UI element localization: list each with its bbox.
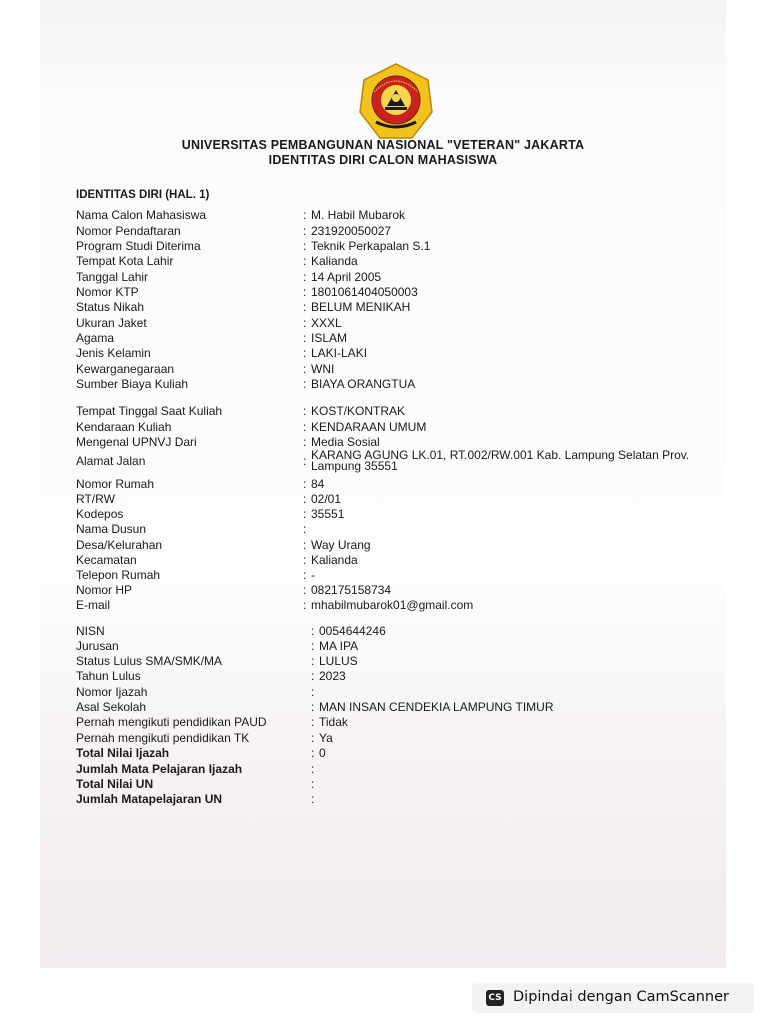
field-separator: : — [311, 792, 315, 806]
field-value: 2023 — [319, 669, 346, 683]
field-value: KARANG AGUNG LK.01, RT.002/RW.001 Kab. Lampung Selatan Prov. Lampung 35551 — [311, 448, 690, 473]
field-value: XXXL — [311, 316, 342, 330]
field-label: Nomor Ijazah — [76, 685, 148, 699]
field-label: Ukuran Jaket — [76, 316, 147, 330]
university-title: UNIVERSITAS PEMBANGUNAN NASIONAL "VETERAN" JAKARTA — [181, 138, 585, 152]
camscanner-text: Dipindai dengan CamScanner — [513, 989, 730, 1005]
field-value: LULUS — [319, 654, 358, 668]
field-label: Nama Calon Mahasiswa — [76, 208, 207, 222]
field-value: 84 — [311, 477, 325, 491]
field-label: Status Lulus SMA/SMK/MA — [76, 654, 223, 668]
field-separator: : — [311, 746, 315, 760]
field-label: Total Nilai Ijazah — [76, 746, 170, 760]
section-title: IDENTITAS DIRI (HAL. 1) — [76, 189, 210, 201]
field-label: Nomor HP — [76, 583, 133, 597]
field-label: Status Nikah — [76, 300, 145, 314]
field-separator: : — [303, 454, 307, 468]
field-separator: : — [303, 522, 307, 536]
field-label: Tempat Tinggal Saat Kuliah — [76, 404, 223, 418]
field-label: Pernah mengikuti pendidikan PAUD — [76, 715, 267, 729]
field-value: 02/01 — [311, 492, 342, 506]
field-separator: : — [303, 316, 307, 330]
field-value: MA IPA — [319, 639, 359, 653]
field-value: Teknik Perkapalan S.1 — [311, 239, 431, 253]
field-value: - — [311, 568, 315, 582]
field-separator: : — [303, 377, 307, 391]
field-separator: : — [303, 568, 307, 582]
field-value: M. Habil Mubarok — [311, 208, 406, 222]
field-label: Nomor KTP — [76, 285, 139, 299]
field-value: LAKI-LAKI — [311, 346, 368, 360]
camscanner-badge — [472, 983, 754, 1013]
field-value: BIAYA ORANGTUA — [311, 377, 416, 391]
field-separator: : — [311, 624, 315, 638]
field-value: KENDARAAN UMUM — [311, 420, 427, 434]
field-value: BELUM MENIKAH — [311, 300, 411, 314]
field-separator: : — [303, 285, 307, 299]
field-label: Pernah mengikuti pendidikan TK — [76, 731, 250, 745]
field-label: Nomor Pendaftaran — [76, 224, 181, 238]
field-separator: : — [303, 553, 307, 567]
field-separator: : — [303, 239, 307, 253]
field-separator: : — [303, 492, 307, 506]
field-label: Tanggal Lahir — [76, 270, 149, 284]
field-label: Agama — [76, 331, 115, 345]
field-value: ISLAM — [311, 331, 348, 345]
field-value: MAN INSAN CENDEKIA LAMPUNG TIMUR — [319, 700, 554, 714]
field-separator: : — [311, 669, 315, 683]
field-value: 0054644246 — [319, 624, 386, 638]
field-label: Asal Sekolah — [76, 700, 147, 714]
field-separator: : — [303, 583, 307, 597]
field-label: Telepon Rumah — [76, 568, 161, 582]
field-value: Way Urang — [311, 538, 371, 552]
field-value: Kalianda — [311, 553, 358, 567]
field-label: Alamat Jalan — [76, 454, 146, 468]
field-separator: : — [311, 762, 315, 776]
field-separator: : — [303, 270, 307, 284]
field-separator: : — [303, 420, 307, 434]
field-separator: : — [311, 685, 315, 699]
field-value: 14 April 2005 — [311, 270, 382, 284]
field-label: Jurusan — [76, 639, 119, 653]
field-separator: : — [311, 715, 315, 729]
field-separator: : — [303, 346, 307, 360]
field-label: Jenis Kelamin — [76, 346, 151, 360]
field-label: Mengenal UPNVJ Dari — [76, 435, 197, 449]
field-separator: : — [303, 435, 307, 449]
field-label: Nomor Rumah — [76, 477, 155, 491]
field-label: Total Nilai UN — [76, 777, 154, 791]
field-label: Kewarganegaraan — [76, 362, 175, 376]
field-separator: : — [303, 507, 307, 521]
field-value: Kalianda — [311, 254, 358, 268]
field-label: Kendaraan Kuliah — [76, 420, 172, 434]
field-value: 35551 — [311, 507, 345, 521]
field-separator: : — [303, 538, 307, 552]
field-label: Tahun Lulus — [76, 669, 141, 683]
field-separator: : — [303, 477, 307, 491]
field-label: Sumber Biaya Kuliah — [76, 377, 189, 391]
field-value: Tidak — [319, 715, 348, 729]
field-label: NISN — [76, 624, 105, 638]
field-separator: : — [303, 254, 307, 268]
field-separator: : — [303, 598, 307, 612]
field-separator: : — [303, 208, 307, 222]
field-value: Media Sosial — [311, 435, 380, 449]
field-separator: : — [303, 300, 307, 314]
field-label: Jumlah Matapelajaran UN — [76, 792, 223, 806]
field-separator: : — [311, 654, 315, 668]
field-label: E-mail — [76, 598, 111, 612]
field-value: 231920050027 — [311, 224, 392, 238]
field-separator: : — [311, 777, 315, 791]
document-title: IDENTITAS DIRI CALON MAHASISWA — [268, 153, 498, 167]
field-value: Ya — [319, 731, 333, 745]
field-value: KOST/KONTRAK — [311, 404, 406, 418]
field-value: 082175158734 — [311, 583, 392, 597]
university-emblem-icon — [356, 62, 436, 140]
field-label: Kecamatan — [76, 553, 137, 567]
field-separator: : — [311, 639, 315, 653]
field-label: Tempat Kota Lahir — [76, 254, 174, 268]
field-separator: : — [303, 404, 307, 418]
field-value: 0 — [319, 746, 326, 760]
field-separator: : — [311, 731, 315, 745]
field-value: 1801061404050003 — [311, 285, 418, 299]
camscanner-logo-icon: CS — [486, 990, 504, 1006]
field-label: Nama Dusun — [76, 522, 147, 536]
field-separator: : — [303, 362, 307, 376]
field-separator: : — [303, 331, 307, 345]
field-value: mhabilmubarok01@gmail.com — [311, 598, 474, 612]
field-separator: : — [303, 224, 307, 238]
field-label: Program Studi Diterima — [76, 239, 201, 253]
field-value: WNI — [311, 362, 335, 376]
field-label: Kodepos — [76, 507, 124, 521]
field-separator: : — [311, 700, 315, 714]
field-label: RT/RW — [76, 492, 115, 506]
field-label: Desa/Kelurahan — [76, 538, 163, 552]
field-label: Jumlah Mata Pelajaran Ijazah — [76, 762, 243, 776]
